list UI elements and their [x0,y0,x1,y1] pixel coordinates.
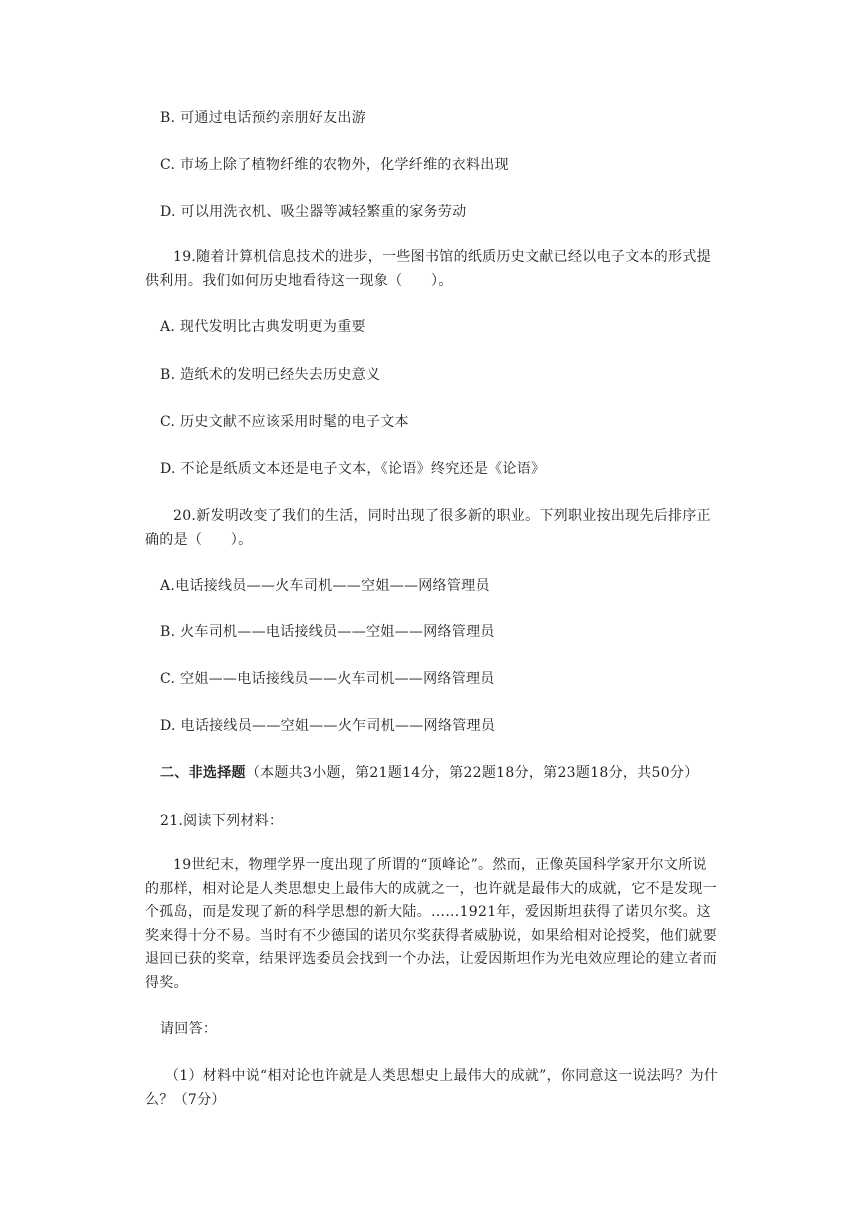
q19-option-d[interactable]: D. 不论是纸质文本还是电子文本，《论语》终究还是《论语》 [160,461,546,477]
q18-option-b[interactable]: B. 可通过电话预约亲朋好友出游 [160,110,366,126]
q20-option-c[interactable]: C. 空姐——电话接线员——火车司机——网络管理员 [160,671,495,687]
q18-option-c[interactable]: C. 市场上除了植物纤维的农物外，化学纤维的衣料出现 [160,157,509,173]
q20-option-b[interactable]: B. 火车司机——电话接线员——空姐——网络管理员 [160,624,495,640]
q21-prompt: 请回答： [160,1021,218,1037]
q21-intro: 21.阅读下列材料： [160,813,284,829]
section2-heading: 二、非选择题 [160,765,246,781]
section2-title [160,764,699,782]
q19-option-a[interactable]: A. 现代发明比古典发明更为重要 [160,319,366,335]
q19-option-c[interactable]: C. 历史文献不应该采用时髦的电子文本 [160,414,409,430]
q19-option-b[interactable]: B. 造纸术的发明已经失去历史意义 [160,367,381,383]
q19-stem: 19.随着计算机信息技术的进步，一些图书馆的纸质历史文献已经以电子文本的形式提供利用。我们如何历史地看待这一现象（ ）。 [145,249,711,289]
q21-sub1: （1）材料中说“相对论也许就是人类思想史上最伟大的成就”，你同意这一说法吗？为什么？（7分） [145,1068,719,1108]
q21-material: 19世纪末，物理学界一度出现了所谓的“顶峰论”。然而，正像英国科学家开尔文所说的那样，相对论是人类思想史上最伟大的成就之一，也许就是最伟大的成就，它不是发现一个孤岛，而是发现了新的科学思想的新大陆。……1921年，爱因斯坦获得了诺贝尔奖。这奖来得十分不易。当时有不少德国的诺贝尔奖获得者威胁说，如果给相对论授奖，他们就要退回已获的奖章，结果评选委员会找到一个办法，让爱因斯坦作为光电效应理论的建立者而得奖。 [145,857,717,991]
section2-note: （本题共3小题，第21题14分，第22题18分，第23题18分，共50分） [245,765,699,781]
q18-option-d[interactable]: D. 可以用洗衣机、吸尘器等减轻繁重的家务劳动 [160,204,467,220]
q20-stem: 20.新发明改变了我们的生活，同时出现了很多新的职业。下列职业按出现先后排序正确的是（ ）。 [145,508,711,548]
q20-option-d[interactable]: D. 电话接线员——空姐——火乍司机——网络管理员 [160,718,496,734]
q20-option-a[interactable]: A.电话接线员——火车司机——空姐——网络管理员 [160,578,490,594]
